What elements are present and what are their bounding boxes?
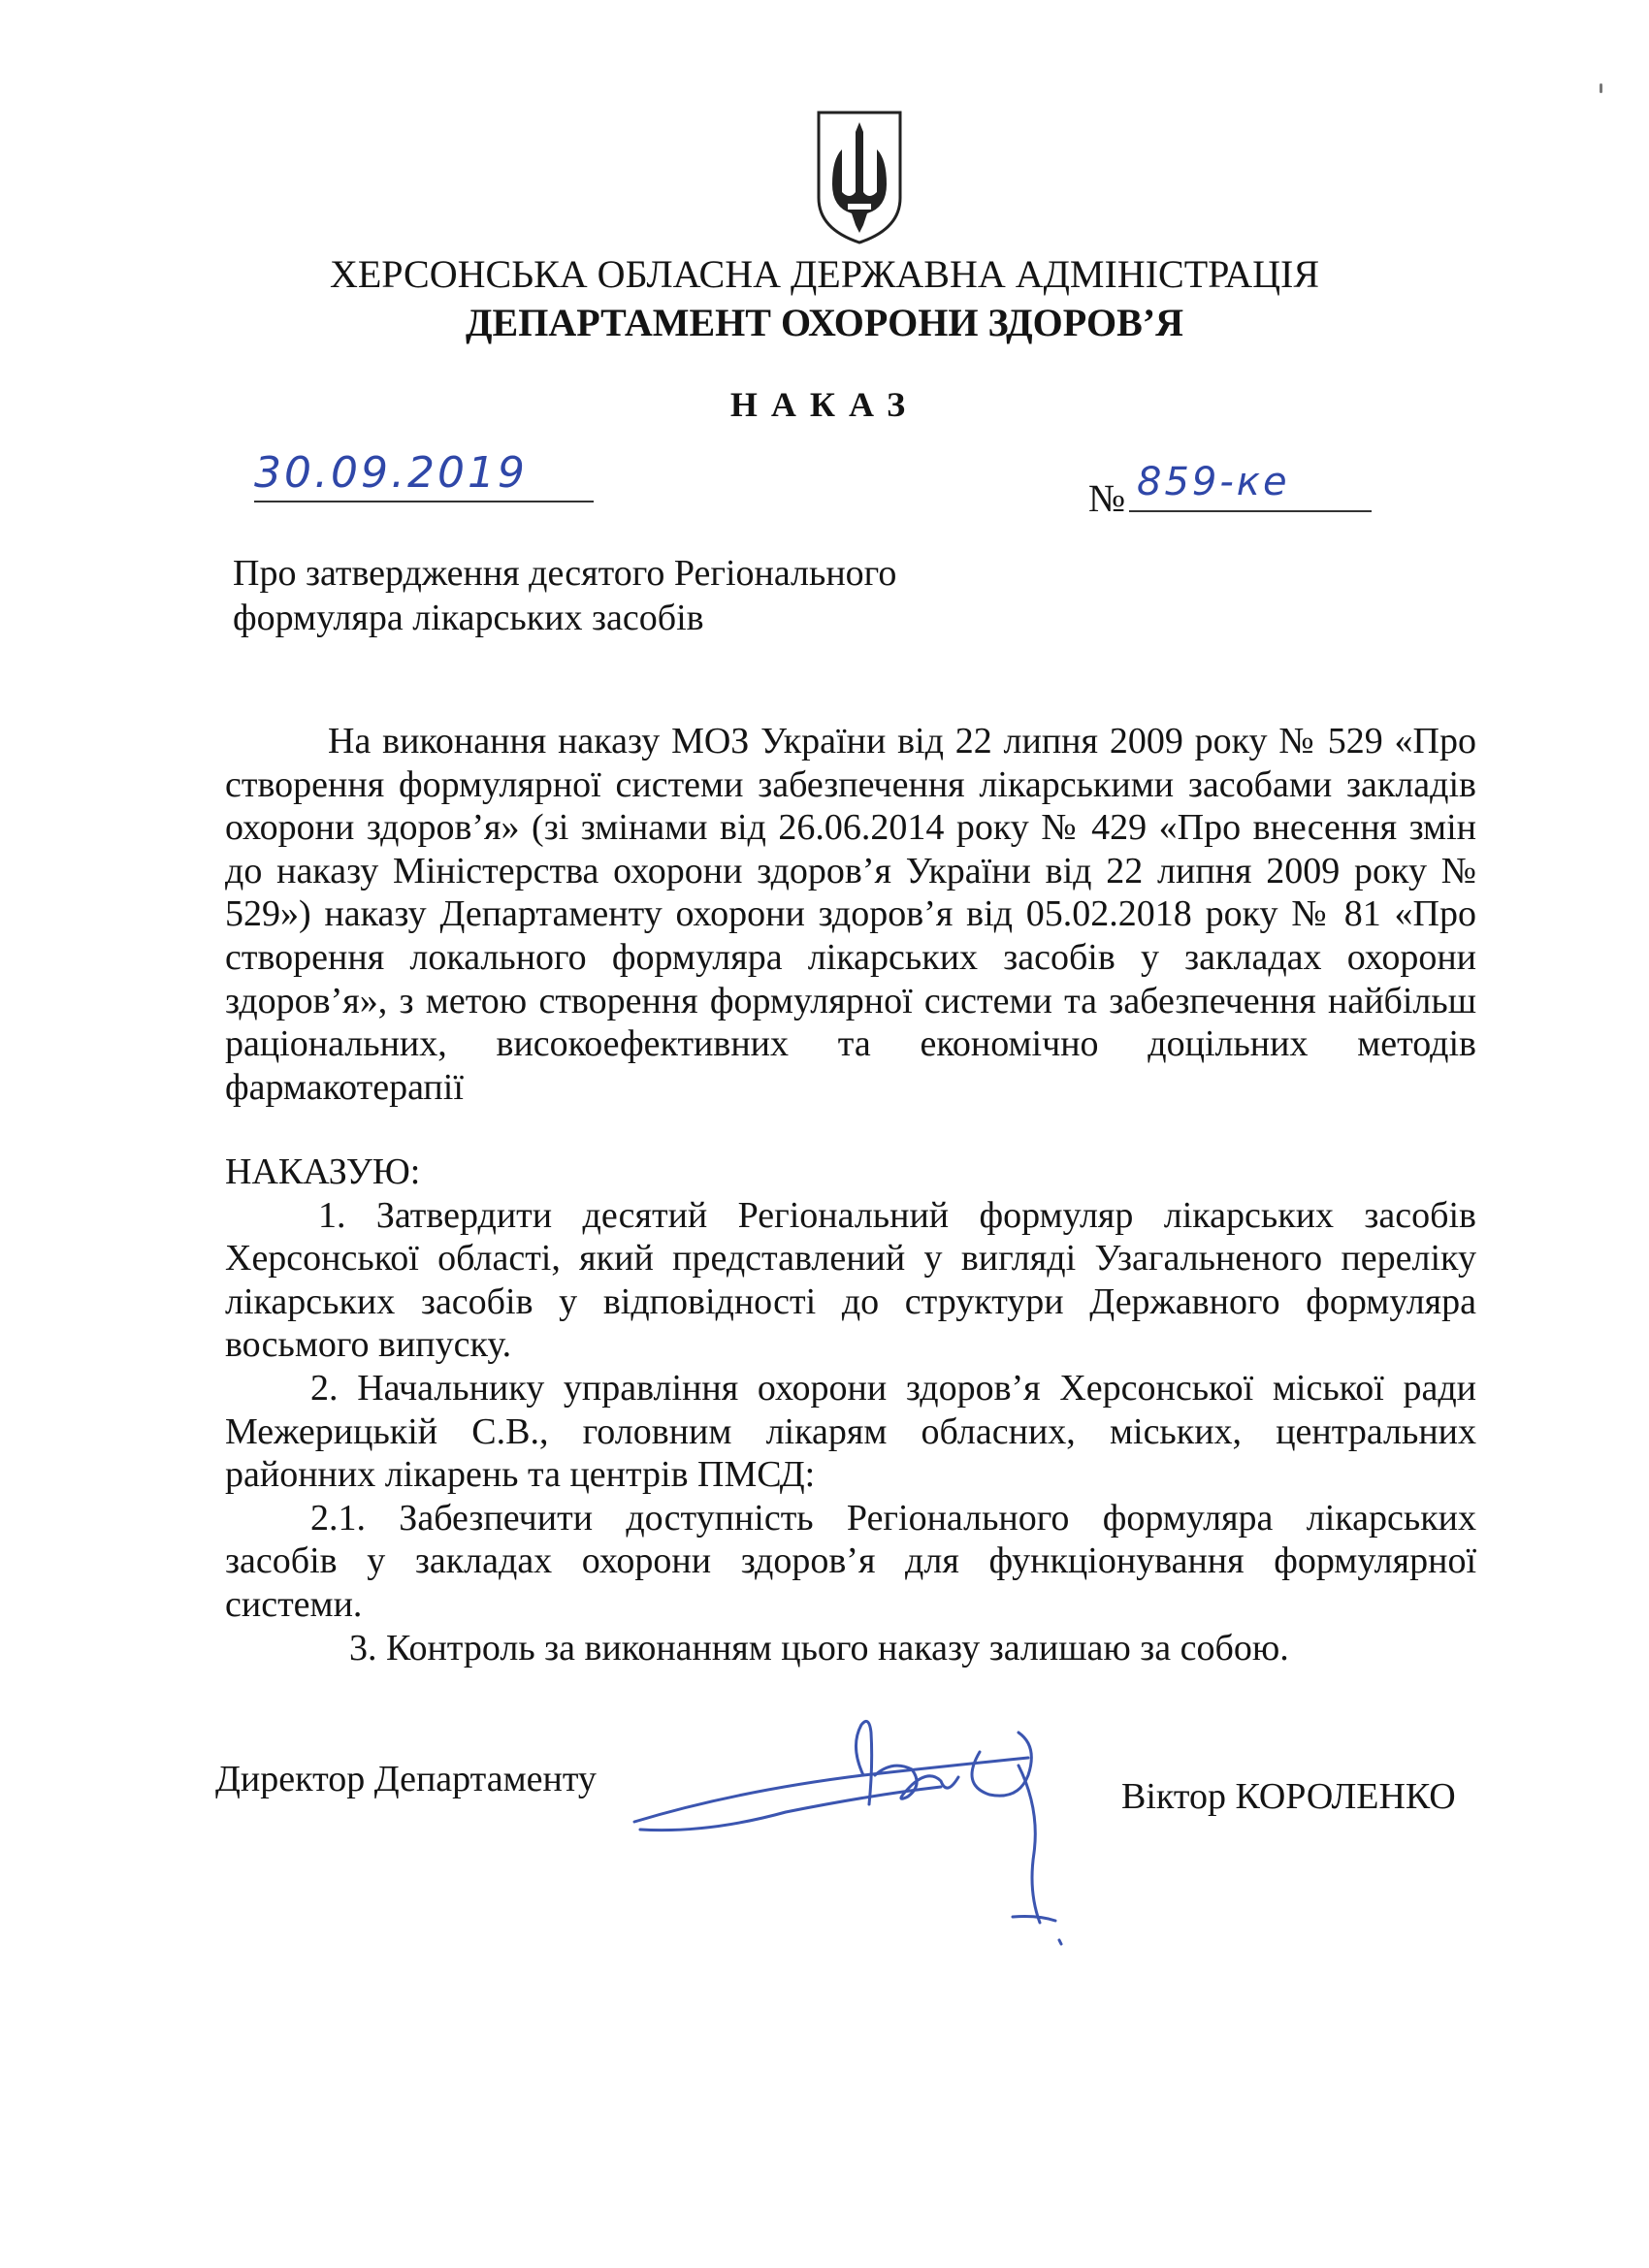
date-underline	[254, 501, 594, 502]
order-date: 30.09.2019	[254, 448, 528, 498]
order-item: 3. Контроль за виконанням цього наказу залишаю за собою.	[349, 1627, 1289, 1669]
scan-artifact	[1600, 83, 1602, 93]
order-subject	[233, 551, 896, 640]
order-item: 2.1. Забезпечити доступність Регіонального формуляра лікарських засобів у закладах охорони здоров’я для функціонування формулярної системи.	[225, 1497, 1476, 1625]
orders-heading: НАКАЗУЮ:	[225, 1151, 421, 1192]
subject-line: формуляра лікарських засобів	[233, 598, 704, 638]
tryzub-coat-of-arms-icon	[813, 109, 906, 246]
preamble	[225, 720, 1476, 1109]
signatory-name: Віктор КОРОЛЕНКО	[1121, 1776, 1456, 1817]
document-type: НАКАЗ	[729, 385, 920, 424]
department-name: ДЕПАРТАМЕНТ ОХОРОНИ ЗДОРОВ’Я	[466, 301, 1183, 344]
order-items	[225, 1150, 1476, 1669]
number-sign: №	[1088, 476, 1126, 520]
order-number: 859-ке	[1137, 460, 1290, 504]
handwritten-signature	[621, 1707, 1145, 1969]
number-underline	[1129, 510, 1372, 512]
subject-line: Про затвердження десятого Регіонального	[233, 553, 897, 594]
organization-name: ХЕРСОНСЬКА ОБЛАСНА ДЕРЖАВНА АДМІНІСТРАЦІЯ	[329, 252, 1320, 296]
order-item: 2. Начальнику управління охорони здоров’я Херсонської міської ради Межерицькій С.В., головним лікарям обласних, міських, центральних районних лікарень та центрів ПМСД:	[225, 1367, 1476, 1496]
signatory-title: Директор Департаменту	[215, 1759, 597, 1799]
order-item: 1. Затвердити десятий Регіональний формуляр лікарських засобів Херсонської області, який представлений у вигляді Узагальненого переліку лікарських засобів у відповідності до структури Державного формуляра восьмого випуску.	[225, 1194, 1476, 1366]
preamble-text: На виконання наказу МОЗ України від 22 липня 2009 року № 529 «Про створення формулярної системи забезпечення лікарськими засобами закладів охорони здоров’я» (зі змінами від 26.06.2014 року № 429 «Про внесення змін до наказу Міністерства охорони здоров’я України від 22 липня 2009 року № 529») наказу Департаменту охорони здоров’я від 05.02.2018 року № 81 «Про створення локального формуляра лікарських засобів у закладах охорони здоров’я», з метою створення формулярної системи та забезпечення найбільш раціональних, високоефективних та економічно доцільних методів фармакотерапії	[225, 721, 1476, 1108]
